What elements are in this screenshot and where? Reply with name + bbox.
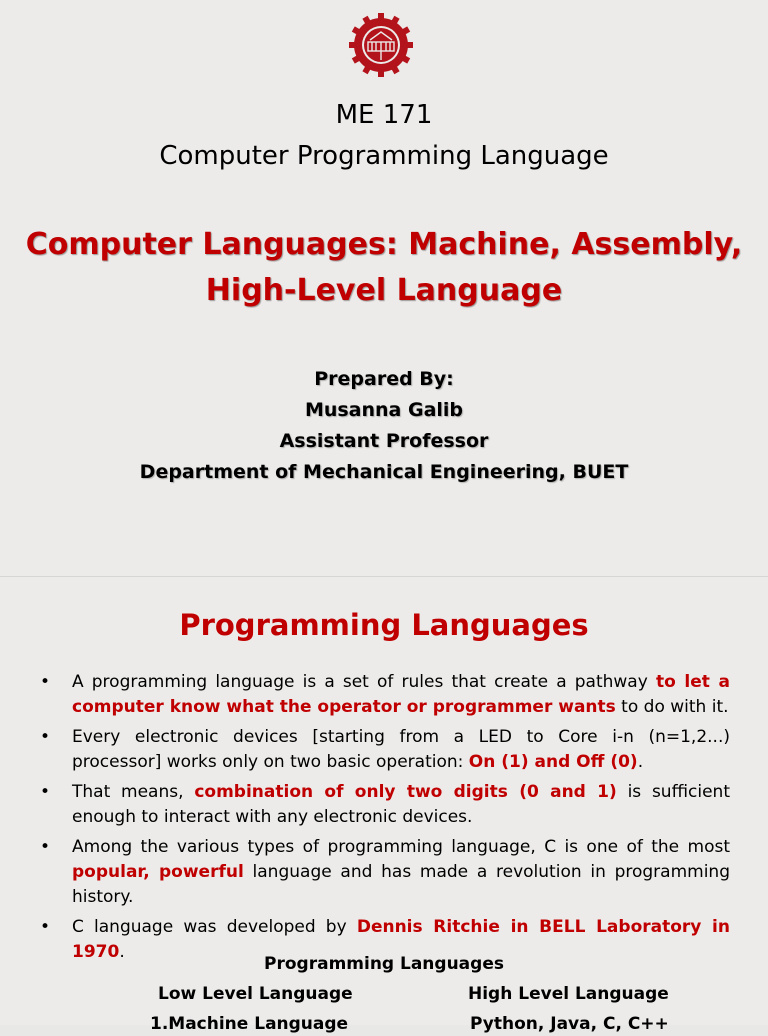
bullet-highlight: popular, powerful [72,862,244,882]
bullet-highlight: combination of only two digits (0 and 1) [194,782,617,802]
bullet-text: A programming language is a set of rules that create a pathway [72,672,656,692]
pl-machine-language-label: 1.Machine Language [150,1014,349,1034]
bullet-text: to do with it. [615,697,729,717]
bullet-text: . [637,752,644,772]
bullet-icon: • [40,727,51,747]
bullet-item [40,835,730,910]
bullet-item [40,780,730,830]
bullet-text: . [119,942,125,962]
bullet-text: C language was developed by [72,917,357,937]
slide-title-line-1: Computer Languages: Machine, Assembly, [25,227,743,262]
slide-title-line-2: High-Level Language [205,273,563,308]
bullet-text: That means, [72,782,195,802]
course-code: ME 171 [335,100,433,130]
pl-high-level-examples: Python, Java, C, C++ [470,1014,669,1034]
bullet-item [40,670,730,720]
bullet-highlight: to let a computer know what the operator or programmer wants [72,672,730,717]
pl-high-level-label: High Level Language [468,984,669,1004]
section-title: Programming Languages [179,608,589,642]
bullet-text: language and has made a revolution in programming history. [72,862,730,907]
buet-gear-logo-icon [348,12,414,78]
pl-diagram-title: Programming Languages [264,954,504,974]
author-name: Musanna Galib [304,399,464,421]
slide-title [20,222,748,314]
bullet-icon: • [40,672,51,692]
bullet-text: Among the various types of programming language, C is one of the most [72,837,730,857]
author-department: Department of Mechanical Engineering, BUET [139,461,629,483]
prepared-by-label: Prepared By: [314,368,454,390]
bullet-text: is sufficient enough to interact with any electronic devices. [72,782,730,827]
course-name: Computer Programming Language [159,141,609,171]
bullet-list [40,670,730,970]
bullet-icon: • [40,917,51,937]
pl-low-level-label: Low Level Language [158,984,353,1004]
author-position: Assistant Professor [279,430,489,452]
bullet-text: Every electronic devices [starting from a LED to Core i-n (n=1,2...) processor] works only on two basic operation: [72,727,730,772]
bullet-item [40,725,730,775]
bullet-highlight: On (1) and Off (0) [468,752,638,772]
bullet-icon: • [40,782,51,802]
bullet-icon: • [40,837,51,857]
author-block [0,364,768,488]
bullet-highlight: Dennis Ritchie in BELL Laboratory in 1970 [72,917,730,962]
